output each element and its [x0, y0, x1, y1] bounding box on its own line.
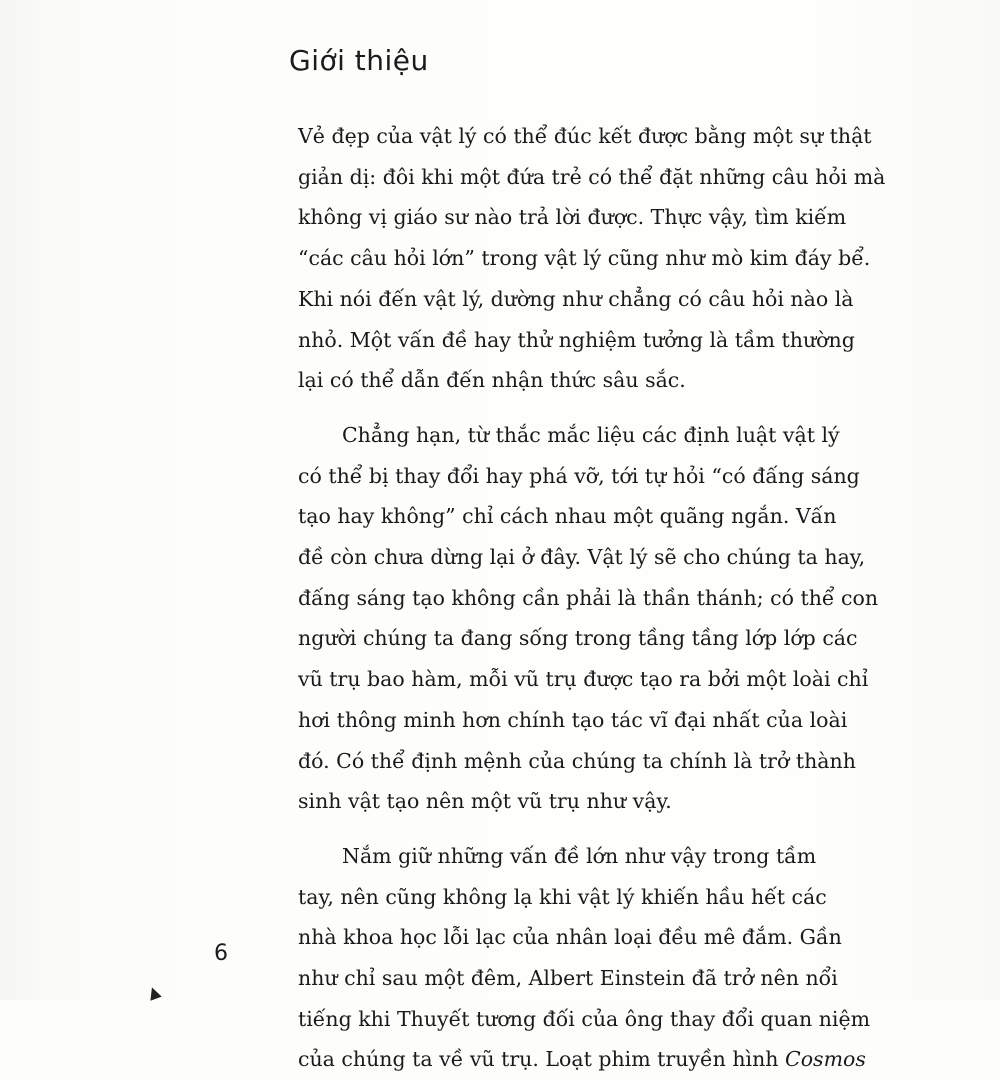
text-line: đấng sáng tạo không cần phải là thần thánh; có thể con — [298, 585, 879, 610]
text-line: tạo hay không” chỉ cách nhau một quãng ngắn. Vấn — [298, 504, 837, 529]
text-line: Nắm giữ những vấn đề lớn như vậy trong tầm — [342, 843, 817, 868]
text-line: lại có thể dẫn đến nhận thức sâu sắc. — [298, 368, 686, 393]
paragraph-2 — [298, 415, 879, 822]
text-line: vũ trụ bao hàm, mỗi vũ trụ được tạo ra bởi một loài chỉ — [298, 667, 869, 692]
text-line: giản dị: đôi khi một đứa trẻ có thể đặt những câu hỏi mà — [298, 164, 886, 189]
body-text — [298, 116, 886, 1080]
text-line: nhà khoa học lỗi lạc của nhân loại đều mê đắm. Gần — [298, 925, 842, 950]
text-line: người chúng ta đang sống trong tầng tầng lớp lớp các — [298, 626, 858, 651]
text-line: đó. Có thể định mệnh của chúng ta chính là trở thành — [298, 748, 856, 773]
italic-title: Cosmos — [785, 1047, 866, 1072]
text-plain: của chúng ta về vũ trụ. Loạt phim truyền hình — [298, 1047, 786, 1072]
text-line: có thể bị thay đổi hay phá vỡ, tới tự hỏi “có đấng sáng — [298, 463, 860, 488]
page-number: 6 — [214, 941, 228, 966]
text-line: đề còn chưa dừng lại ở đây. Vật lý sẽ cho chúng ta hay, — [298, 545, 866, 570]
text-line: Khi nói đến vật lý, dường như chẳng có câu hỏi nào là — [298, 286, 854, 311]
text-line: như chỉ sau một đêm, Albert Einstein đã trở nên nổi — [298, 966, 838, 991]
text-line: tiếng khi Thuyết tương đối của ông thay đổi quan niệm — [298, 1006, 871, 1031]
text-line: không vị giáo sư nào trả lời được. Thực vậy, tìm kiếm — [298, 205, 847, 230]
paragraph-1 — [298, 116, 886, 401]
text-line: Chẳng hạn, từ thắc mắc liệu các định luật vật lý — [342, 422, 840, 447]
text-line: “các câu hỏi lớn” trong vật lý cũng như mò kim đáy bể. — [298, 246, 871, 271]
text-line-last — [298, 1039, 866, 1080]
text-line: tay, nên cũng không lạ khi vật lý khiến hầu hết các — [298, 884, 827, 909]
text-line: sinh vật tạo nên một vũ trụ như vậy. — [298, 789, 672, 814]
text-line: Vẻ đẹp của vật lý có thể đúc kết được bằng một sự thật — [298, 124, 872, 148]
paragraph-3 — [298, 836, 871, 1080]
chapter-heading: Giới thiệu — [289, 44, 429, 77]
text-line: nhỏ. Một vấn đề hay thử nghiệm tưởng là tầm thường — [298, 327, 855, 352]
text-line: hơi thông minh hơn chính tạo tác vĩ đại nhất của loài — [298, 707, 848, 732]
corner-mark — [146, 985, 161, 1000]
